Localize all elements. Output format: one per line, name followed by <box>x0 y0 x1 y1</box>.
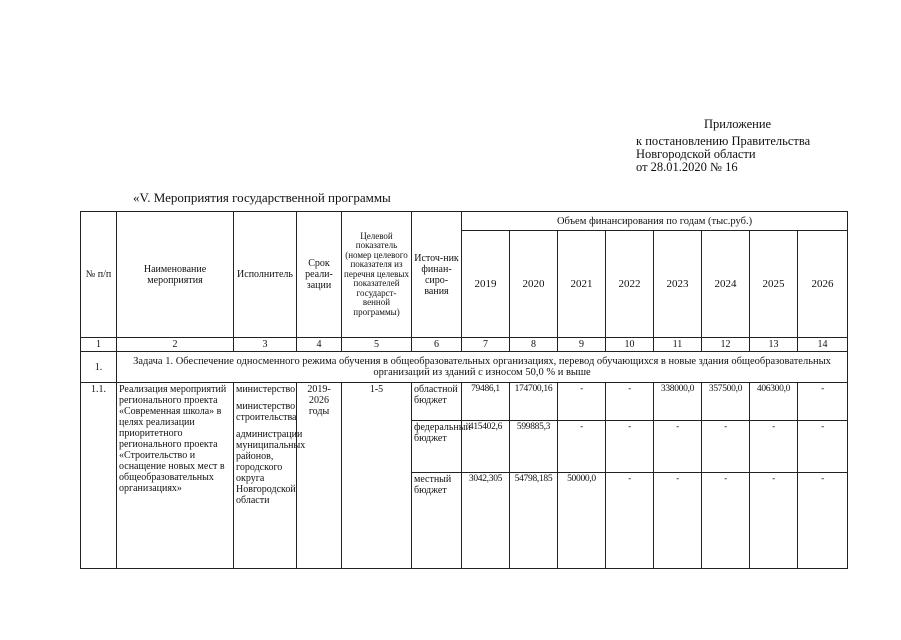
funding-value: - <box>558 421 606 473</box>
funding-value: 3042,305 <box>462 473 510 569</box>
funding-value: - <box>654 473 702 569</box>
executor-item: администрации муниципальных районов, городского округа Новгородской области <box>236 429 306 506</box>
column-number: 12 <box>702 338 750 352</box>
column-number: 9 <box>558 338 606 352</box>
section-title: «V. Мероприятия государственной программы <box>133 190 391 205</box>
funding-value: 50000,0 <box>558 473 606 569</box>
funding-value: - <box>654 421 702 473</box>
funding-value: 406300,0 <box>750 383 798 421</box>
measure-target: 1-5 <box>342 383 412 569</box>
funding-value: - <box>798 421 848 473</box>
appendix-line-3: от 28.01.2020 № 16 <box>636 160 738 174</box>
column-number: 5 <box>342 338 412 352</box>
column-number: 13 <box>750 338 798 352</box>
header-num: № п/п <box>81 212 117 338</box>
header-year: 2021 <box>558 231 606 338</box>
funding-value: 79486,1 <box>462 383 510 421</box>
funding-value: - <box>702 473 750 569</box>
header-year: 2020 <box>510 231 558 338</box>
source-name: местный бюджет <box>412 473 462 569</box>
appendix-header <box>636 118 810 174</box>
column-number: 6 <box>412 338 462 352</box>
funding-value: 54798,185 <box>510 473 558 569</box>
column-number: 2 <box>117 338 234 352</box>
executor-item: министерство строительства <box>236 401 297 423</box>
program-measures-table <box>80 211 848 569</box>
header-source: Источ-ник финан-сиро-вания <box>412 212 462 338</box>
funding-value: 357500,0 <box>702 383 750 421</box>
appendix-line-2: Новгородской области <box>636 147 756 161</box>
header-name: Наименование мероприятия <box>117 212 234 338</box>
column-numbers-row <box>81 338 848 352</box>
task-text: Задача 1. Обеспечение односменного режима обучения в общеобразовательных организациях, перевод обучающихся в новые здания общеобразовательных организаций из зданий с износом 50,0 % и выше <box>117 352 848 383</box>
header-year: 2023 <box>654 231 702 338</box>
funding-value: - <box>558 383 606 421</box>
executor-item: министерство <box>236 384 296 395</box>
funding-value: 174700,16 <box>510 383 558 421</box>
header-year: 2019 <box>462 231 510 338</box>
funding-value: - <box>606 473 654 569</box>
funding-value: - <box>750 473 798 569</box>
column-number: 10 <box>606 338 654 352</box>
appendix-line-1: к постановлению Правительства <box>636 134 811 148</box>
column-number: 14 <box>798 338 848 352</box>
column-number: 4 <box>297 338 342 352</box>
header-financing: Объем финансирования по годам (тыс.руб.) <box>462 212 848 231</box>
funding-value: 599885,3 <box>510 421 558 473</box>
source-name: федеральный бюджет <box>412 421 462 473</box>
measure-number: 1.1. <box>81 383 117 569</box>
appendix-title: Приложение <box>704 117 772 131</box>
header-year: 2025 <box>750 231 798 338</box>
column-number: 3 <box>234 338 297 352</box>
source-name: областной бюджет <box>412 383 462 421</box>
task-number: 1. <box>81 352 117 383</box>
measure-term: 2019-2026 годы <box>297 383 342 569</box>
funding-value: - <box>606 421 654 473</box>
header-year: 2022 <box>606 231 654 338</box>
column-number: 11 <box>654 338 702 352</box>
header-executor: Исполнитель <box>234 212 297 338</box>
funding-value: - <box>702 421 750 473</box>
measure-name: Реализация мероприятий регионального проекта «Современная школа» в целях реализации приоритетного регионального проекта «Строительство и оснащение новых мест в общеобразовательных организациях» <box>117 383 234 569</box>
funding-value: - <box>798 473 848 569</box>
funding-value: - <box>750 421 798 473</box>
header-target: Целевой показатель (номер целевого показателя из перечня целевых показателей государст-венной программы) <box>342 212 412 338</box>
column-number: 7 <box>462 338 510 352</box>
funding-value: - <box>606 383 654 421</box>
column-number: 8 <box>510 338 558 352</box>
measure-executors <box>234 383 306 569</box>
funding-value: - <box>798 383 848 421</box>
measure-row <box>81 383 848 421</box>
header-year: 2024 <box>702 231 750 338</box>
header-term: Срок реали-зации <box>297 212 342 338</box>
task-row <box>81 352 848 383</box>
header-year: 2026 <box>798 231 848 338</box>
funding-value: 415402,6 <box>462 421 510 473</box>
funding-value: 338000,0 <box>654 383 702 421</box>
column-number: 1 <box>81 338 117 352</box>
